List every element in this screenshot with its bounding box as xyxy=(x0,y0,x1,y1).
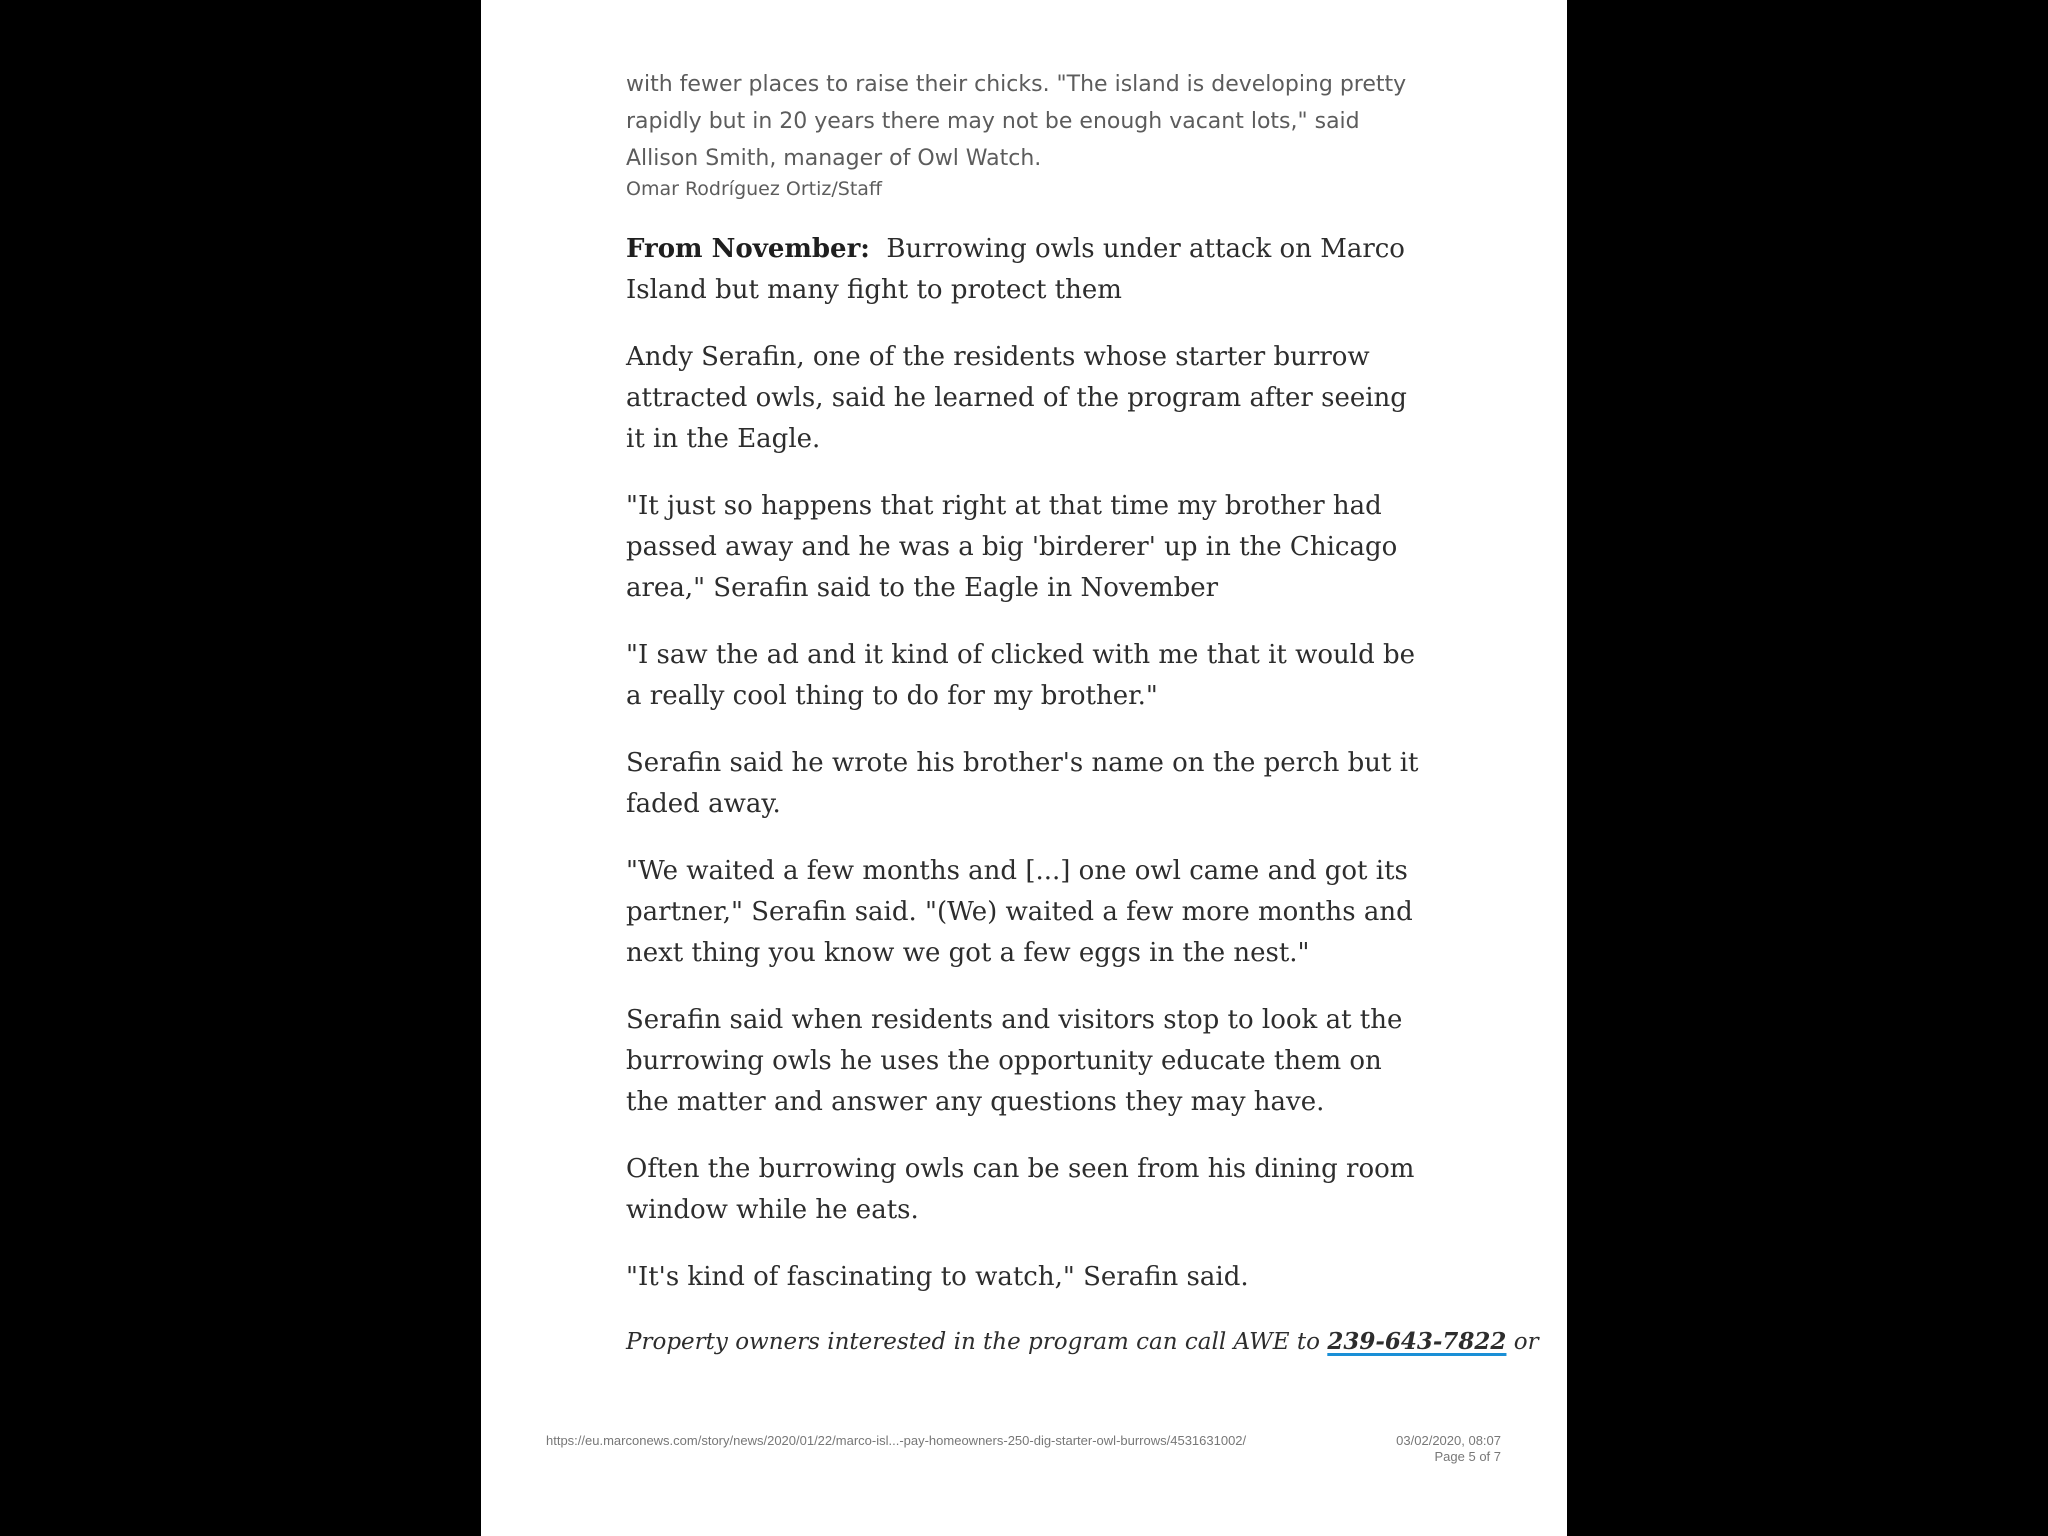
document-page xyxy=(481,0,1567,1536)
paragraph: "It just so happens that right at that time my brother had passed away and he was a big 'birderer' up in the Chicago area," Serafin said to the Eagle in November xyxy=(626,491,1398,603)
article-body xyxy=(626,66,1539,1360)
paragraph: Andy Serafin, one of the residents whose starter burrow attracted owls, said he learned of the program after seeing it in the Eagle. xyxy=(626,342,1407,454)
paragraph: "It's kind of fascinating to watch," Serafin said. xyxy=(626,1262,1249,1292)
page-number: Page 5 of 7 xyxy=(1434,1449,1501,1464)
print-datetime: 03/02/2020, 08:07 xyxy=(1396,1433,1501,1448)
photo-caption: with fewer places to raise their chicks. "The island is developing pretty rapidly but in 20 years there may not be enough vacant lots," said Allison Smith, manager of Owl Watch. xyxy=(626,72,1407,171)
related-story-text[interactable]: Burrowing owls under attack on Marco Island but many fight to protect them xyxy=(626,234,1405,305)
paragraph: "I saw the ad and it kind of clicked with me that it would be a really cool thing to do for my brother." xyxy=(626,640,1416,711)
contact-note-suffix: or xyxy=(1513,1329,1539,1355)
related-story[interactable] xyxy=(626,229,1426,311)
page-footer-meta xyxy=(1396,1433,1501,1465)
paragraph: "We waited a few months and [...] one owl came and got its partner," Serafin said. "(We) waited a few more months and next thing you know we got a few eggs in the nest." xyxy=(626,856,1413,968)
paragraph: Serafin said when residents and visitors stop to look at the burrowing owls he uses the opportunity educate them on the matter and answer any questions they may have. xyxy=(626,1005,1403,1117)
contact-note-prefix: Property owners interested in the program can call AWE to xyxy=(626,1329,1320,1355)
contact-note xyxy=(626,1324,1539,1360)
photo-credit: Omar Rodríguez Ortiz/Staff xyxy=(626,178,882,200)
paragraph: Often the burrowing owls can be seen from his dining room window while he eats. xyxy=(626,1154,1415,1225)
page-url: https://eu.marconews.com/story/news/2020/01/22/marco-isl...-pay-homeowners-250-dig-starter-owl-burrows/4531631002/ xyxy=(546,1433,1247,1448)
paragraph: Serafin said he wrote his brother's name on the perch but it faded away. xyxy=(626,748,1419,819)
related-story-label: From November: xyxy=(626,234,870,264)
phone-link[interactable]: 239-643-7822 xyxy=(1327,1328,1507,1355)
